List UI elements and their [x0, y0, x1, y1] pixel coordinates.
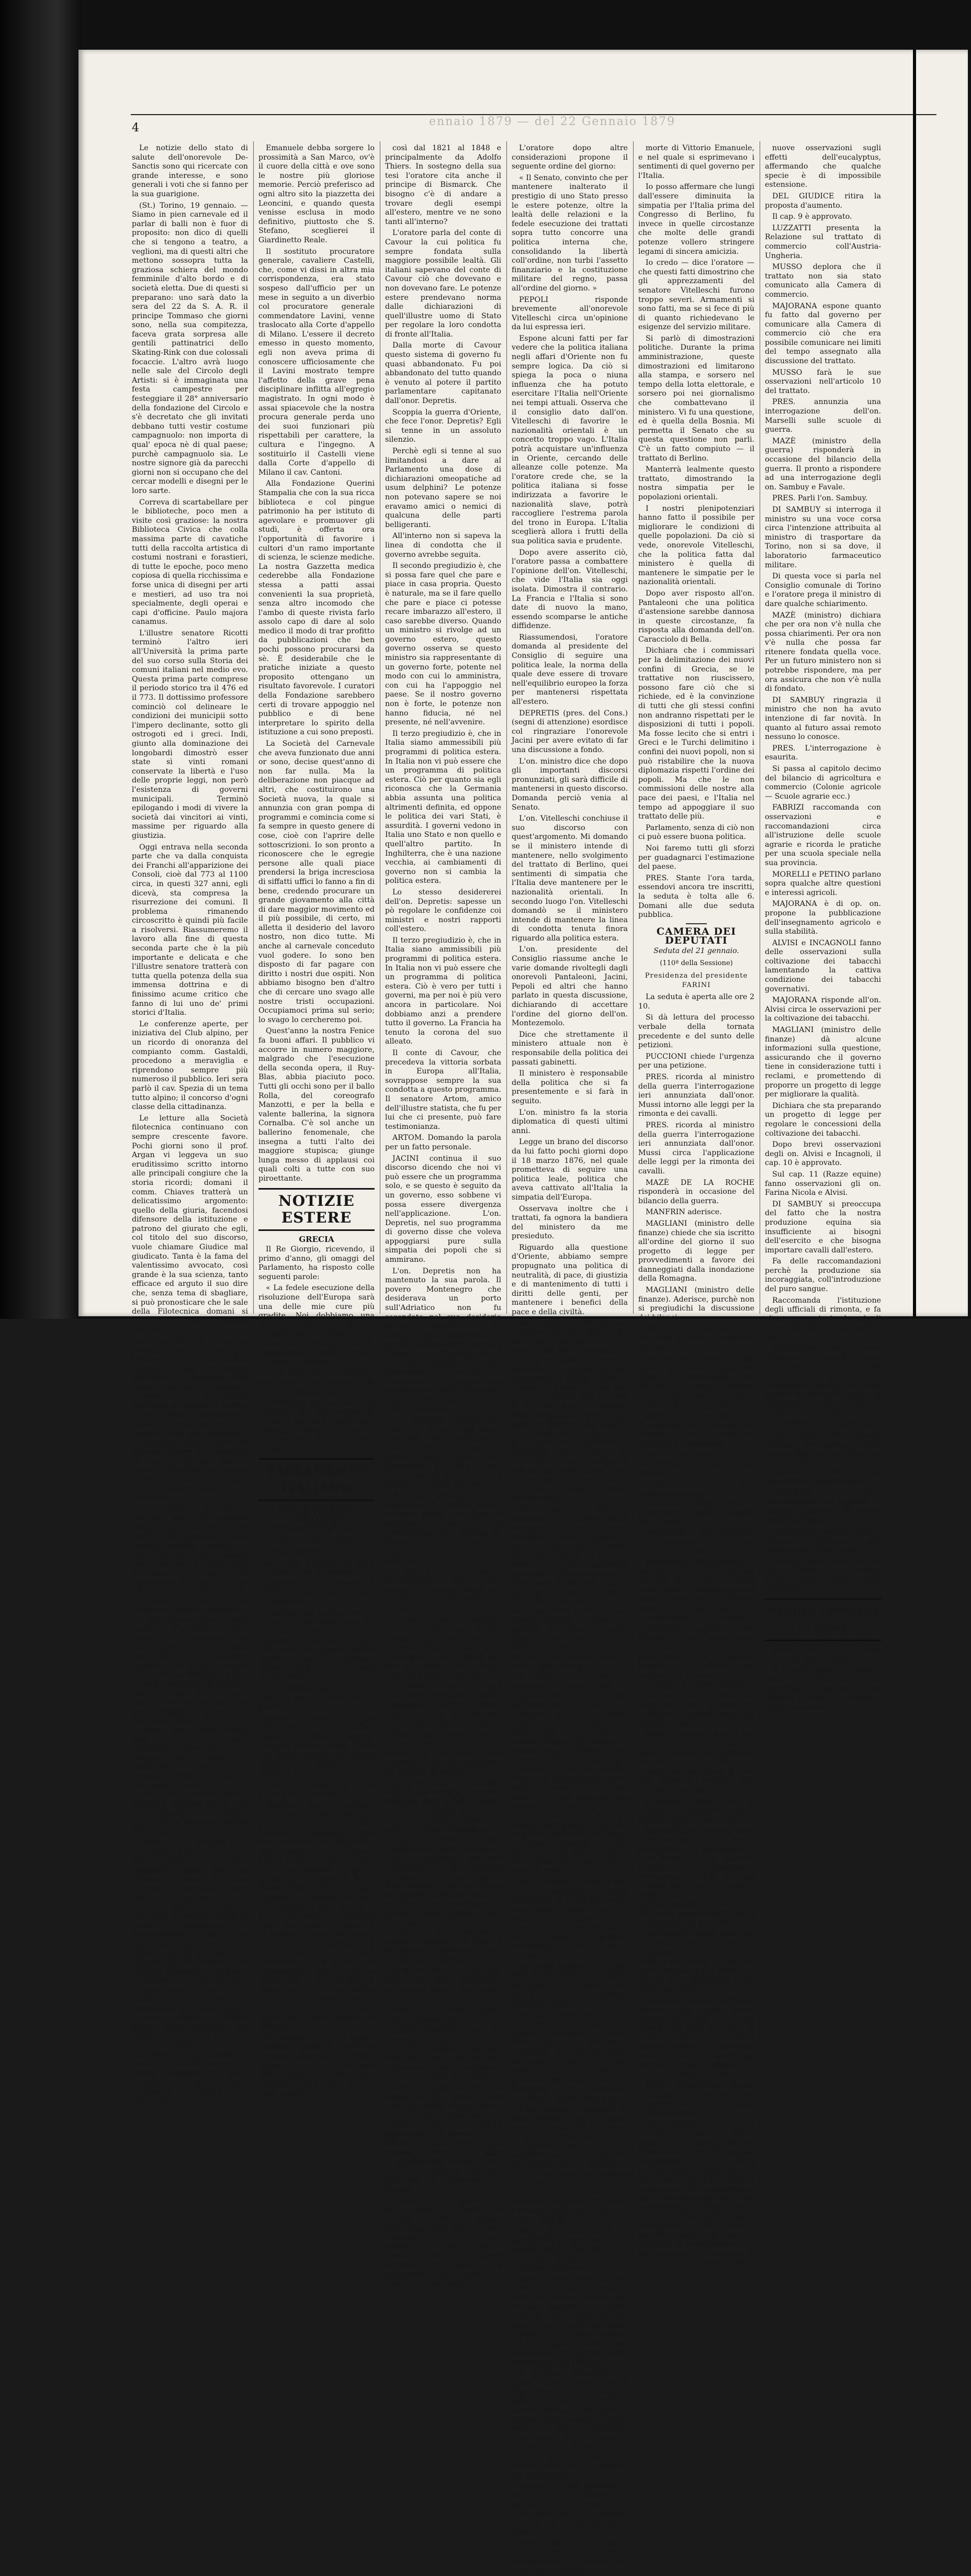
article-paragraph: Si dà lettura del processo verbale della tornata precedente e del sunto delle petizioni.: [638, 1013, 754, 1050]
section-heading-parlamento: PARLAMENTO ITALIANO: [258, 1458, 375, 1501]
section-heading-notizie-estere: NOTIZIE ESTERE: [258, 1188, 375, 1231]
article-paragraph: Alla Fondazione Querini Stampalia che con la sua ricca biblioteca e col pingue patrimonio ha per istituto di agevolare e promuover gli studi, è offerta ora l'opportunità di favorire i cultori d'un ramo importante di scienza, le scienze mediche. La nostra Gazzetta medica cederebbe alla Fondazione stessa a patti assai convenienti la sua proprietà, senza altro incomodo che l'ambo di queste rivista farlo assolo capo di dare al solo medico il modo di trar profitto da pubblicazioni che ben pochi possono procurarsi da sè. È desiderabile che le pratiche iniziate a questo proposito ottengano un risultato favorevole. I curatori della Fondazione sarebbero certi di trovare appoggio nel pubblico e di bene interpretare lo spirito della istituzione a cui sono preposti.: [258, 479, 375, 737]
article-paragraph: Quest'anno la nostra Fenice fa buoni affari. Il pubblico vi accorre in numero maggiore, malgrado che l'esecuzione della seconda opera, il Ruy-Blas, abbia piaciuto poco. Tutti gli occhi sono per il ballo Rolla, del coreografo Manzotti, e per la bella e valente ballerina, la signora Cornalba. C'è sol anche un ballerino fenomenale, che insegna a tutti l'alto dei maggiore stupisca; giunge lunga messo di applausi coi quali colti a tutte con suo piroettante.: [258, 1027, 375, 1183]
article-paragraph: DI SAMBUY si preoccupa del fatto che la nostra produzione equina sia insufficiente ai bisogni dell'esercito e che bisogna importare cavalli dall'estero.: [765, 1200, 881, 1255]
article-paragraph: Le letture alla Società filotecnica continuano con sempre crescente favore. Pochi giorni sono il prof. Argan vi leggeva un suo eruditissimo scritto intorno alle principali congiure che la storia ricordi; domani il comm. Chiaves tratterà un delicatissimo argomento: quello della giuria, facendosi difensore della istituzione e patrono del giurato che egli, col titolo del suo discorso, vuole chiamare Giudice mal giudicato. Tanta è la fama del valentissimo avvocato, così grande è la sua scienza, tanto efficace ed arguto il suo dire che, senza tema di sbagliare, si può pronosticare che le sale della Filotecnica domani si troveranno troppo angusto per l'uditorio.: [132, 1114, 248, 1335]
article-paragraph: PRES. Si procede alla discussione del bilancio del ministero di agricoltura, industria e commercio.: [638, 1412, 754, 1448]
article-paragraph: L'on. ministro cita il fatto della dimostrazione fatta a Sofia al nostro console per essere appunto le nostre politiche al volere di tali popoli, per quelle politiche, dimostra che la nostra politica fu in Bulgaria. Questo per dimostrare la simpatia delle popolazioni per l'Italia.: [512, 2275, 628, 2367]
article-paragraph: L'oratore dopo altre considerazioni propone il seguente ordine del giorno:: [512, 144, 628, 171]
article-paragraph: L'on. ministro accenna ai varii disegni che si erano sparsi sul conto del ministero; si era detto che noi eravamo rassegnati, si era detto che il ministero aveva fatto di tutto per guadagnare le simpatie e si disse che non v'era politica nel sentire. Noi ci eravamo detto che conservare colle simpatie leggeva di nuovo l'Albania colla mia salute al potere (Ilarità).: [512, 2105, 628, 2224]
article-paragraph: Si passa al capitolo decimo del bilancio di agricoltura e commercio (Colonie agricole — Scuole agrarie ecc.): [765, 765, 881, 801]
article-paragraph: Il governo stesso incoraggia a migliorare delle condizioni delle popolazioni cristiane nell'Oriente ed avrebbe proposto il mantenimento dell'equilibrio europeo. Dopo la guerra avrebbe fatto il possibile per conciliare le ragioni della politica che avevano interessato nell'Oriente. In tal maniera si sarebbe conciliata la stima e la simpatia dell'Europa e del mondo civile. (Bene): [385, 1836, 501, 1964]
article-paragraph: PRES. SALVATORE Savini conviene la provvista per l'applicazione dell'eucalyptus e i suoi benefici.: [638, 2081, 754, 2118]
article-paragraph: SELLA. per una raccomandazione all'onorevole ministro per la estensione della pianta Eucalyptus.: [638, 1480, 754, 1526]
article-paragraph: Il conte di Cavour, che precedeva la vittoria sorbata in Europa all'Italia, sovrappose sempre la sua condotta a questo programma. Il senatore Artom, amico dell'illustre statista, che fu per lui che ci presente, può fare testimonianza.: [385, 1049, 501, 1131]
article-paragraph: L'ordine del giorno reca il seguito dell'interpellanza del senatore Vitelleschi al ministero degli affari esteri sullo stato dei rapporti politici dell'Italia con le potenze estere, e sulla politica estera del governo.: [258, 1609, 375, 1682]
article-paragraph: morte di Vittorio Emanuele, e nel quale si esprimevano i sentimenti di quel governo per l'Italia.: [638, 144, 754, 180]
article-paragraph: MAJORANA risponde all'on. Alvisi circa le osservazioni per la coltivazione dei tabacchi.: [765, 996, 881, 1023]
article-paragraph: ALVISI e INCAGNOLI fanno delle osservazioni sulla coltivazione dei tabacchi lamentando la cattiva condizione dei tabacchi governativi.: [765, 938, 881, 993]
article-paragraph: La seduta è aperta alle ore 2 3/4 colle solite formalità.: [258, 1559, 375, 1576]
article-paragraph: DEL GIUDICE ritira la proposta d'aumento.: [765, 192, 881, 210]
article-paragraph: Di questa voce si parla nel Consiglio comunale di Torino e l'oratore prega il ministro di dare qualche schiarimento.: [765, 572, 881, 608]
article-paragraph: — I riservisti di seconda categoria, nel numero di 4000, furono congedati.: [258, 1369, 375, 1396]
article-paragraph: PRES. ricorda i luoghi nei quali con grandi risultati quella pianta fu applicata. Dice che ve ne sono 36 specie e crede che di alcune di esse non possono proprio fare bisogno d'appoggio.: [638, 1730, 754, 1794]
article-paragraph: Io credo — dice l'oratore — che questi fatti dimostrino che gli apprezzamenti del senatore Vitelleschi furono troppo severi. Armamenti si sono fatti, ma se si fece di più di quanto richiedevano le esigenze del servizio militare.: [638, 259, 754, 332]
article-paragraph: (X) Venezia, 20 gennaio. — Parlarvi oggi del discorso tenuto una settimana fa dall'on. Maurogònato a' suoi elettori sarebbe proprio un voler arrivare con l'ultima corsa. Voi avete già avuto agio di leggerne il testo e di apprezzare il valore. Io mi limito a dirvi che l'impressione ricevutane dal numeroso uditorio fu ottima e che quel discorso parve, così a quelli che l'ascoltarono, come a quelli che lo lessero poi, uno tra i migliori, tra i più lucidi pronunziati dall'egregio deputato che si può vantare sempre tanta chiarezza d'idee e tanta perspicuità di forma. Il Maurogònato non cerca l'effetto con le frasi sonore; in sua limpida parola è l'estrinsecazione di un luminoso buon senso. Molte delle sue argomentazioni sembrano tanto piane ed evidenti, che talvolta si giurerebbe d'averla già pensata prima ch'egli le esponesse. Fatto si è che non le si aveva pensate punto, perchè le migliori verità e le più semplici sono spesso quelle che si affacciano ultime alla mente.: [132, 1505, 248, 1836]
article-paragraph: L'unico mio desiderio, l'unica ragione che mi ha mosso a fare questo discorso è di vedere l'Italia potente e sia posta per la sua strada per fino le nazioni civili. (Segni generali d'approvazione): [385, 1616, 501, 1680]
article-paragraph: Il sostituto procuratore generale, cavaliere Castelli, che, come vi dissi in altra mia corrispondenza, era stato sospeso dall'ufficio per un mese in seguito a un diverbio col procuratore generale commendatore Lavini, venne traslocato alla Corte d'appello di Milano. L'essere il decreto emesso in questo momento, egli non aveva prima di conoscere ufficiosamente che il Lavini mostrato tempre l'affetto della grave pena disciplinare inflitta all'egregio magistrato. In ogni modo è assai spiacevole che la nostra procura generale perda uno dei suoi funzionari più rispettabili per carattere, la cultura e l'ingegno. A sostituirlo il Castelli viene dalla Corte d'appello di Milano il cav. Cantoni.: [258, 247, 375, 477]
article-paragraph: Il terzo pregiudizio è, che in Italia siano ammissibili più programmi di politica estera. In Italia non vi può essere che un programma di politica estera. Ciò è vero per tutti i governi, ma per noi è più vero ancora in particolare. Noi dobbiamo anzi a prendere tutto il governo. La Francia ha tenuto la corona del suo alleato.: [385, 936, 501, 1046]
article-paragraph: « La fedele esecuzione della risoluzione dell'Europa sarà una delle mie cure più gradite. Noi dobbiamo una grande riconoscenza a tutte le potenze pel concorso che ci danno nei negoziati per lo scioglimento della nostra questione nazionale. »: [258, 1284, 375, 1367]
article-paragraph: Illumignoto il paese, l'opinione pubblica non si fa nessuna influenza, e potesse essere superiore all'immigrazione, Oltre che abbiamo Italia del mentre degli uomini di: [258, 2033, 375, 2098]
article-paragraph: DI SAMBUY ringrazia il ministro che non ha avuto intenzione di far novità. In quanto al futuro assai remoto nessuno lo conosce.: [765, 696, 881, 742]
article-paragraph: ARTOM. Domando la parola per un fatto personale.: [385, 1134, 501, 1151]
article-paragraph: Le notizie dello stato di salute dell'onorevole De-Sanctis sono qui ricercate con grande interesse, e sono generali i voti che si fanno per la sua guarigione.: [132, 144, 248, 198]
article-paragraph: MAZÈ (ministro della guerra) risponderà in occasione del bilancio della guerra. Il pronto a rispondere ad una interrogazione degli on. Sambuy e Favale.: [765, 436, 881, 491]
article-paragraph: Continuano i progetti e le discussioni sulla collocazione del monumento a Vittorio Emanuele. Adesso c'è una corrente favorevole al Campo S. Stefano, rafforzata, a quel che sembra, dall'idea che la scelta di quel sito potrebbe agevolare un lavoro edilizio di grande importanza e d'incontestabile utilità, la costruzione cioè di un'ampia e comoda strada che mettesse appunto da S. Marco a S. Stefano, scostando le angustie e tortuose vie che ci sono presentemente. Io non appiano con chi propone la costruzione di questa strada, sebbene si possa fare senza troppo grave sacrificio del comune; credo però che essa si sia necessaria per rendere più bello il monumento, e vorrei che la collocazione di questo monumento non fosse subordinata a ragioni edilizie. Il Campo di S. Stefano è vasto, ma chiuso: [132, 1839, 248, 2105]
column-2: [258, 144, 375, 2098]
article-paragraph: Il terzo pregiudizio è, che in Italia siamo ammessibili più programmi di politica estera. In Italia non vi può essere che un programma di politica estera. Ciò per quanto sia egli riconosca che la Germania abbia assunta una politica altrimenti definita, ed oppone le politica dei vari Stati, è assurdità. I governi vedono in Italia uno Stato e non quello e quell'altro partito. In Inghilterra, che è una nazione vecchia, ai cambiamenti di governo non si cambia la politica estera.: [385, 729, 501, 886]
article-paragraph: Riguardo alla questione d'Oriente, abbiamo sempre propugnato una politica di neutralità, di pace, di giustizia e di mantenimento di tutti i diritti delle genti, per mantenere i benefici della pace e della civiltà.: [512, 1243, 628, 1317]
article-paragraph: Fa delle raccomandazioni perchè la produzione sia incoraggiata, coll'introduzione del puro sangue.: [765, 1257, 881, 1294]
article-paragraph: Esistono molti pregiudizi che bisogna siano dissipati, perchè suscitano all'Italia, l'accusa di ambizione. Egli non dubita che l'on. Depretis è che, quando fu al potere l'anno decorso, non fece che far moltiplicare questi pregiudizi. I pregiudizi a cui alludo sono tre: il primo consiste nel considerare l'arte di sistemare e vera quella di dare alla politica dell'Italia come arte piena di tendere e di mistero, mentre nel tempo in cui viviamo è principalmente nella solidarietà e la pratica lo svolgimento della politica estera. Non è ciò che dico in Italia occorra che essa abbia ora grandi obiettivi. Non è meraviglia se lavoravano sempre per essa all'interno ed all'estero.: [258, 1801, 375, 2031]
article-paragraph: L'on. Vitelleschi conchiuse il suo discorso con quest'argomento. Mi domando se il ministero intende di mantenere, nello svolgimento del trattato di Berlino, quei sentimenti di simpatia che l'Italia deve mantenere per le nazionalità orientali. In secondo luogo l'on. Vitelleschi domandò se il ministero intende di mantenere la linea di condotta tenuta finora riguardo alla politica estera.: [512, 814, 628, 943]
article-paragraph: MANDARINO (relatore) riconosce i benefici di quella pianta, ma dichiara che la Commissione non ha potuto occuparsene della propagazione di quella pianta. La Commissione ha creduto di aumentare lo stanziamento per la bonifica delle terre che inondazioni e le grandi acque, e per la propagazione delle piantagioni forestali e ancora piu che quelle che per le difficoltà si manifestano in un tale progetto, la quale per le relative della sezione della Camera.: [638, 2120, 754, 2277]
article-paragraph: PRES. annunzia una interrogazione dell'on. Marselli sulle scuole di guerra.: [765, 398, 881, 434]
column-4: [512, 144, 628, 2575]
article-paragraph: L'oratore raccomanda al ministro di conservare della propagazione di quella pianta.: [638, 1797, 754, 1824]
article-paragraph: BACCARINI (ministro dei lavori pubblici) risponderà dopo la discussione del bilancio dei lavori pubblici all'interrogazione dell'on. Runzi sui lavori del Tevere.: [638, 1354, 754, 1409]
article-paragraph: MAZÈ (ministro) dichiara che per ora non v'è nulla che possa chiarimenti. Per ora non v'è nulla che possa far ritenere fondata quella voce. Per un futuro ministero non si potrebbe rispondere, ma per ora assicura che non v'è nulla di fondato.: [765, 611, 881, 693]
section-heading-piccolo-corriere: PICCOLO CORRIERE DI ROMA: [765, 1598, 881, 1641]
camera-date: Seduta del 21 gennaio.: [653, 946, 739, 955]
column-6: [765, 144, 881, 1711]
article-paragraph: Dichiara che sta preparando un progetto di legge per regolare le concessioni della coltivazione dei tabacchi.: [765, 1101, 881, 1138]
article-paragraph: MAGLIANI (ministro delle finanze) dà alcune informazioni sulla questione, assicurando che il governo tiene in considerazione tutti i reclami, e promettendo di proporre un progetto di legge per migliorare la qualità.: [765, 1026, 881, 1099]
article-paragraph: Questa sera, 21, vi sarà pranzo di gala a Corte.: [765, 1645, 881, 1663]
article-paragraph: FABRIZI raccomanda con osservazioni e raccomandazioni circa all'istruzione delle scuole agrarie e ricorda le pratiche per una scuola speciale nella sua provincia.: [765, 803, 881, 867]
article-paragraph: MARCORA-PRISLI dice che vi sono delle specie di eucalyptus pronte a propagarsi anche in alcune delle migliori parti d'Italia e che la loro estensione è un problema d'igiene.: [638, 1930, 754, 1994]
article-paragraph: Sul capitolo 12 (Boschi) parlando della pianta e della cultura del governo, dice che le osservazioni sopra le coltivazioni forestali e della materia dei rimboschimenti.: [765, 1431, 881, 1486]
senate-presidency: PRESIDENZA DEL PRESIDENTE TECCHIO: [269, 1537, 364, 1555]
article-paragraph: L'illustre senatore Ricotti terminò l'altro ieri all'Università la prima parte del suo corso sulla Storia dei comuni italiani nel medio evo. Questa prima parte comprese il periodo storico tra il 476 ed il 773. Il dottissimo professore cominciò col delineare le condizioni dei municipii sotto l'impero declinante, sotto gli ostrogoti ed i greci. Indi, giunto alla dominazione dei longobardi dimostrò esser state sì vinti romani conservate la libertà e l'uso delle proprie leggi, non però l'esistenza di governi municipali. Terminò epilogando i modi di vivere la società dai vincitori ai vinti, massime per riguardo alla giustizia.: [132, 629, 248, 840]
column-3: [385, 144, 501, 2288]
article-paragraph: MAJORANA-CALATABIANO (ministro di agricoltura) dichiara di tenere il debito conto delle raccomandazioni fatte, ed aver già fatto quanto stava in lui per la propagazione di quella pianta.: [638, 1558, 754, 1622]
article-paragraph: Il Re Giorgio, ricevendo, il primo d'anno, gli omaggi del Parlamento, ha risposto colle seguenti parole:: [258, 1245, 375, 1281]
article-paragraph: SALVINO dice che nell'Italia settentrionale e media quella pianta non può prosperare, e non crede che vi sarebbe bisogno di occuparsene severamente, e ben si potrà potesse dare utili risultati. I proprietari dell'applicarebbero ad loro interesse, senza bisogno degli eccitamenti del governo.: [638, 1827, 754, 1928]
article-paragraph: Noi oggi entriamo in una nuova fase di politica estera; occorre perciò una grande vigilanza, perchè la conseguenza del trattato di Berlino potrebbero prendere degli sviluppi uno diverso dall'altro.: [385, 1492, 501, 1565]
article-paragraph: Il conte Corti cercò di sostenere i suoi diritti di rivendicazione, e che allodesse ad una politica di avventure e di annessioni. L'on. Vitelleschi disse che l'Italia non ebbe sempre la stessa politica. Mi ricordò la nostra guerra di Crimea e col trattato di Parigi del 1856, per concludere che la politica d'allora fu abbandonata da tre anni a questa parte. L'on. ministro rende omaggio alla politica del conte di Cavour, ma fa osservare che il tempo vedeva non quella d'ora, che la politica del conte di Cavour si fosse applicata a due principi, era la stessa politica, cioè quella di mantenere la fede dei trattati.: [512, 1673, 628, 1875]
article-paragraph: MAROLDA e DEL GIUDICE si associano a questa raccomandazione.: [638, 1528, 754, 1556]
column-1: [132, 144, 248, 2105]
article-paragraph: Lo stesso desidererei dell'on. Depretis: sapesse un pò regolare le confidenze coi ministri e nostri rapporti coll'estero.: [385, 888, 501, 934]
article-paragraph: Osservava inoltre che i trattati, fa ognora la bandiera del ministero da me presieduto.: [512, 1204, 628, 1241]
article-paragraph: L'on. presidente del Consiglio riassume anche le varie domande rivoltegli dagli onorevoli Pantaleoni, Jacini, Pepoli ed altri che hanno parlato in questa discussione, dichiarando di accettare l'ordine del giorno dell'on. Montezemolo.: [512, 945, 628, 1028]
camera-presidency: Presidenza del presidente FARINI: [645, 972, 748, 989]
article-paragraph: Domani, 20 fia le sue prime prove, in una festicciola per l'inaugurazione della Cassa pensionati fra caffettieri, confettieri e liquoristi, una banda musicale di sessanta professori, organizzata dall'Amministrazione sociale di detta Cassa. Concerto alle Scribe, inaugurazione della bandiera che sarà presentata al sindaco, distribuzione di diplomi d'onore e... (s'intende che va da sè) gran pranzo sociale. Direttore di questa banda che vuol far meraviglie è il bravissimo maestro G. Conterno.: [132, 1337, 248, 1503]
article-paragraph: Legge un brano del discorso da lui fatto pochi giorni dopo il 18 marzo 1876, nel quale prometteva di seguire una politica leale, politica che aveva cattivato all'Italia la simpatia dell'Europa.: [512, 1138, 628, 1202]
article-paragraph: Si parlò di dimostrazioni politiche. Durante la prima amministrazione, queste dimostrazioni ed limitarono alla stampa, e sorsero nel tempo della lotta elettorale, e sorsero poi nei giornalismo che combattevano il ministero. Vi fu una questione, ed è quella della Bosnia. Mi permetta il Senato che su questa questione non parli. C'è un fatto compiuto — il trattato di Berlino.: [638, 334, 754, 463]
article-paragraph: MAGLIANI (ministro delle finanze). Aderisce, purchè non si pregiudichi la discussione dei bilanci.: [638, 1286, 754, 1322]
article-paragraph: Io posso affermare che lungi dall'essere diminuita la simpatia per l'Italia prima del Congresso di Berlino, fu invece in quelle circostanze che molte delle grandi potenze vollero stringere legami di sincera amicizia.: [638, 183, 754, 256]
article-paragraph: MUSSO farà le sue osservazioni nell'articolo 10 del trattato.: [765, 368, 881, 395]
article-paragraph: All'interno non si sapeva la linea di condotta che il governo avrebbe seguita.: [385, 532, 501, 559]
article-paragraph: — Sembra che le bande di briganti, che scorrevano le frontiere turche e quelle della Tessaglia, avendo, come da due anni sono ritornarono alla Grecia.: [258, 1398, 375, 1453]
article-paragraph: Sul cap. 11 (Razze equine) fanno osservazioni gli on. Farina Nicola e Alvisi.: [765, 1170, 881, 1197]
column-divider: [253, 141, 254, 1314]
section-rule: [686, 923, 707, 924]
article-paragraph: così dal 1821 al 1848 e principalmente da Adolfo Thiers. In sostegno della sua tesi l'oratore cita anche il principe di Bismarck. Che bisogno c'è di andare a trovare degli esempi all'estero, mentre ve ne sono tanti all'interno?: [385, 144, 501, 226]
article-paragraph: LUZZATTI presenta la Relazione sul trattato di commercio coll'Austria-Ungheria.: [765, 223, 881, 260]
article-paragraph: La seduta è aperta alle ore 2 10.: [638, 993, 754, 1011]
article-paragraph: L'on. ministro dice che dopo gli importanti discorsi pronunziati, gli sarà difficile di mantenersi in questo discorso. Domanda perciò venia al Senato.: [512, 757, 628, 812]
article-paragraph: PRES. L'interrogazione è esaurita.: [765, 744, 881, 762]
article-paragraph: Riassumendosi, l'oratore domanda al presidente del Consiglio di seguire una politica leale, la norma della quale deve essere di trovare nell'equilibrio europeo la forza per mantenersi rispettata all'estero.: [512, 633, 628, 707]
article-paragraph: Si approvano senza osservazioni i primi 11 capitoli.: [638, 1451, 754, 1478]
article-paragraph: Raccomanda l'istituzione degli ufficiali di rimonta, e fa altre osservazioni sul modo di dare sviluppo alla produzione equina.: [765, 1296, 881, 1342]
article-paragraph: JACINI continua il suo discorso dicendo che noi vi può essere che un programma solo, e se questo è seguito da un governo, esso sobbene vi possa essere divergenza nell'applicazione. L'on. Depretis, nel suo programma di governo disse che voleva appoggiarsi pure sulla simpatia dei popoli che si ammirano.: [385, 1154, 501, 1264]
article-paragraph: CORBIN ammette coll'onor. Manfrin che ogni specie d'eucalyptus non si presti egualmente bene nel clima di Italia. Tuttavia, quando non si potesse ottenere un beneficio anche dagli eucalyptus, sarebbe essere rimanere il reale, dell'Italia meridionale.: [638, 1997, 754, 2079]
article-paragraph: Di quella politica che ebbe l'Italia nel 1859 e nel 1866, ma come fa osservare l'on. Jacini, che fu la politica dell'opportunità.: [512, 1963, 628, 2008]
article-paragraph: Il cap. 9 è approvato.: [772, 212, 852, 221]
article-paragraph: PRES. ricorda al ministro della guerra l'interrogazione ieri annunziata dall'onor. Mussi intorno alle leggi per la rimonta e dei cavalli.: [638, 1073, 754, 1118]
article-paragraph: Il freddo tenne ieri sera in casa la più parte dei consiglieri comunali, che soccorsi una seduta in numero legale sospesero: [765, 1666, 881, 1711]
article-paragraph: ARTOM (per fatto personale) conferma le parole pronunziate dall'on. Jacini circa la linea di condotta seguita dal conte di Cavour.: [385, 1682, 501, 1728]
article-paragraph: PRES. Stante l'ora tarda, essendovi ancora tre inscritti, la seduta è tolta alle 6. Domani alle due seduta pubblica.: [638, 873, 754, 920]
article-paragraph: I nostri plenipotenziari hanno fatto il possibile per migliorare le condizioni di quelle popolazioni. Da ciò si vede, onorevole Vitelleschi, che la politica fatta dal ministero è quella di mantenere le simpatie per le nazionalità orientali.: [638, 504, 754, 587]
article-paragraph: Essa fu di assoluta neutralità, continuamente conforme alle nostre tradizioni. Quando io lasciai il potere nel 1878, l'Italia conservava verso le potenze estere le più amichevoli relazioni, e tutto prometteva il Congresso di Berlino. L'Italia nel seguito del trattato, oltre che l'acquisto di territori, aveva garantito i diritti di quei popoli, simpatia per parte dei governi. In tutta la nostra politica non avrà recato pregiudizio che dà alla politica dell'Italia la maggior nota e delle le più sincere.: [512, 1505, 628, 1671]
column-divider: [633, 141, 634, 1314]
column-divider: [506, 141, 507, 1314]
article-paragraph: Dopo avere asserito ciò, l'oratore passa a combattere l'opinione dell'on. Vitelleschi, che vide l'Italia sia oggi isolata. Dimostra il contrario. La Francia e l'Italia si sono date di nuovo la mano, essendo scomparse le antiche diffidenze.: [512, 548, 628, 631]
binding-edge: [0, 0, 81, 1319]
article-paragraph: L'oratore parla del conte di Cavour la cui politica fu sempre fondata sulla maggiore possibile lealtà. Gli italiani sapevano del conte di Cavour ciò che dovevano e non dovevano fare. Le potenze estere prendevano norma dalle dichiarazioni di quell'illustre uomo di Stato per regolare la loro condotta di fronte all'Italia.: [385, 229, 501, 339]
article-paragraph: Emanuele debba sorgere lo prossimità a San Marco, ov'è il cuore della città e ove sono le nostre più gloriose memorie. Perciò preferisco ad ogni altro sito la piazzetta dei Leoncini, e quando questa venisse esclusa in modo definitivo, piuttosto che S. Stefano, sceglierei il Giardinetto Reale.: [258, 144, 375, 244]
article-paragraph: Dopo ciò l'oratore fa la storia della politica tenuta dal suo ministero, ma tutto dice che non meritano che le suddette e dispresso.: [512, 2227, 628, 2272]
article-paragraph: Il capitolo 11 è approvato.: [772, 1420, 871, 1429]
article-paragraph: Parlamento, senza di ciò non ci può essere buona politica.: [638, 823, 754, 842]
article-paragraph: Perchè egli si tenne al suo limitandosi a dare al Parlamento una dose di dichiarazioni omeopatiche ad usum delphini? Le potenze non potevano sapere se noi eravamo amici o nemici di qualcuna delle parti belligeranti.: [385, 447, 501, 529]
article-paragraph: JACINI rende omaggio all'esperienza dell'on. Depretis. Però sull'on. Depretis pesano alcuni dubbi per quanto riflette la politica estera, che bisogna siano dissipati.: [258, 1714, 375, 1778]
article-paragraph: Avendo appreso che si ferisce da ogni parte in soli affari di politica estera, insiste perciò nella seduta contro il rappresentante della diplomazia e le provò il voto unanime che venne del Senato, e ritenendo che tutte lo accettazione, voleva invero che la diplomazia provveda dell'Italia al Congresso di Berlino.: [385, 2084, 501, 2194]
article-paragraph: DEPRETIS (pres. del Cons.) (segni di attenzione) esordisce col ringraziare l'onorevole Jacini per avere evitato di far una discussione a fondo.: [512, 709, 628, 754]
article-paragraph: (St.) Torino, 19 gennaio. — Siamo in pien carnevale ed il parlar di balli non è fuor di proposito: non dico di quelli che si tengono a teatro, a veglioni, ma di questi altri che mettono sossopra tutta la graziosa schiera del mondo femminile d'alto bordo e di società eletta. Due di questi si preparano: uno sarà dato la sera del 22 da S. A. R. il principe Tommaso che giorni sono, nella sua compitezza, faceva grata sorpresa alle gentili pattinatrici dello Skating-Rink con due colossali focaccie. L'altro avrà luogo nelle sale del Circolo degli Artisti: si è immaginata una festa campestre per festeggiare il 28° anniversario della fondazione del Circolo e s'è decretato che gli invitati debbano tutti vestir costume campagnuolo: non importa di qual' epoca nè di qual paese; purchè campagnuolo sia. Le nostre signore già da parecchi giorni non si occupano che del cercar modelli e disegni per le loro sarte.: [132, 201, 248, 495]
article-paragraph: Io spero che l'on. presidente del Consiglio e gli on. miei colleghi si saranno accorti che io non parlo per spirito di partito.: [385, 1567, 501, 1614]
scan-right-edge: [913, 50, 916, 1316]
article-paragraph: PRES. La parola spetta all'on. Montezemolo.: [385, 2006, 501, 2024]
article-paragraph: PRES. ricorda al ministro della guerra l'interrogazione ieri annunziata dall'onor. Mussi circa l'applicazione delle leggi per la rimonta dei cavalli.: [638, 1121, 754, 1175]
page-marker: 4: [132, 121, 139, 135]
article-paragraph: La Società del Carnevale che aveva funzionato due anni or sono, decise quest'anno di non far nulla. Ma la deliberazione non piacque ad altri, che costituirono una Società nuova, la quale si annunzia con gran pompa di programmi e comincia come si fa sempre in questo genere di cose, cioè con l'aprire delle sottoscrizioni. Io son pronto a riconoscere che le egregie persone alle quali piace prendersi la briga incresciosa di siffatti uffici lo fanno a fin di bene, credendo procurare un grande giovamento alla città di dare maggior movimento ed il più possibile, di certo, mi alletta il desiderio del lavoro nostro, non dico tutte. Mi anche al carnevale conceduto vuol godere. Io sono ben disposto di far pagare con diritto i nostri due ospiti. Non abbiamo bisogno ben d'altro che di cercare uno svago alle nostre tristi occupazioni. Occupiamoci prima sul serio; lo svago lo cercheremo poi.: [258, 740, 375, 1024]
article-paragraph: MONTEZEMOLO (segni di attenzione) dice di avere aspettato i discorsi principali fatti dai suoi colleghi per concentrare una risoluzione che sia accettata dal Senato.: [385, 2026, 501, 2081]
article-paragraph: Che cosa rimaneva da fare all'Italia allo scoppio della guerra d'Oriente? L'Italia doveva stare in un accordo di neutralità. Londra fu l'unica che trovò una riserva. L'Italia, scoppiata la guerra, cercò il possibile per localizzarla e di sostenere le beneficio incontro le favore della pace.: [512, 2011, 628, 2102]
article-paragraph: PRES. Ciò s'intende. Il progetto si scriverà all'ordine del giorno.: [638, 1325, 754, 1352]
article-paragraph: MAZÈ DE LA ROCHE risponderà in occasione del bilancio della guerra.: [638, 1178, 754, 1205]
article-paragraph: MANFRIN aderisce.: [646, 1208, 722, 1217]
article-paragraph: Sa però quello che avrebbe fatto il suo partito, sappiamo della sua linea di fede, a quale il conte di Cavour si sarebbe trovato se fosse ritornato al potere in queste circostanze.: [385, 1778, 501, 1833]
article-paragraph: Dopo aver risposto all'on. Pantaleoni che una politica d'astensione sarebbe dannosa in queste circostanze, fa risposta alla domanda dell'on. Caracciolo di Bella.: [638, 589, 754, 644]
article-paragraph: Manterrà lealmente questo trattato, dimostrando la nostra simpatia per le popolazioni orientali.: [638, 465, 754, 501]
article-paragraph: Non può sapere quale politica avrebbe seguito il conte di Cavour nelle questioni orientali terminate col trattato di Berlino.: [385, 1730, 501, 1776]
article-paragraph: Dice che strettamente il ministero attuale non è responsabile della politica dei passati gabinetti.: [512, 1030, 628, 1067]
article-paragraph: MUSSO deplora che il trattato non sia stato comunicato alla Camera di commercio.: [765, 263, 881, 299]
article-paragraph: La sua teoria è, che quei lavori non regge la spesa per applicare a quella pianta agli impegni finanziari.: [638, 1692, 754, 1728]
article-paragraph: CANDEVANO parla di una fiera forestale e relativa approvazione della legge forestale.: [765, 1557, 881, 1594]
article-paragraph: Non entrerà nell'opinione espressa dall'on. Jacini, che cioè, in Italia non vi possa essere che un programma di politica estera. Io così generale è d'accordo con lui, però non può l'Italia restare e invece consolidarsi in un solo partito di sé per uno dei suoi di cui il suo paese, è il modo. Fatta questa digressione, l'on. ministro dichiara che quando il ministero disse di propugnare una politica di neutralità non intendeva di rimanere in una politica di astensione come disse l'on. Pantaleoni. Le nostre politiche è stata sempre quella dell'astensione.: [512, 1319, 628, 1503]
article-paragraph: L'oratore spera quindi che gli appoggio si cerchi ed accetti un ordine del giorno che rivela che non si può mantenere ragguardevoli vedute di tutto lo stato, benchè infine ai potere verranno di Berlino. Ad infrangere ogni cosa al minimo dei suoi saluti dei: [385, 2196, 501, 2288]
article-paragraph: Dalla morte di Cavour questo sistema di governo fu quasi abbandonato. Fu poi abbandonato del tutto quando è venuto al potere il partito parlamentare capitanato dall'onor. Depretis.: [385, 341, 501, 406]
article-paragraph: Il ministero è responsabile della politica che si fa presentemente e si farà in seguito.: [512, 1069, 628, 1105]
article-paragraph: Oggi entrava nella seconda parte che va dalla conquista dei Franchi all'apparizione dei Consoli, cioè dal 773 al 1100 circa, in questi 327 anni, egli dicevà, sta compresa la risurrezione dei comuni. Il problema rimanendo circoscritto è quindi più facile a risolversi. Riassumeremo il lavoro alla fine di questa seconda parte che è la più importante e delicata e che l'illustre senatore tratterà con tutta quella potenza della sua immensa dottrina e di finissimo acume critico che fanno di lui uno de' primi storici d'Italia.: [132, 843, 248, 1017]
article-paragraph: L'on. ministro fa la storia diplomatica di questi ultimi anni.: [512, 1108, 628, 1135]
senate-title: SENATO DEL REGNO: [277, 1503, 356, 1525]
article-paragraph: Noi faremo tutti gli sforzi per guadagnarci l'estimazione del paese.: [638, 844, 754, 871]
article-paragraph: Correva di scartabellare per le biblioteche, poco men a visite così graziose: la nostra Biblioteca Civica che colla massima parte di cavatiche tutti della raccolta artistica di costumi nostrani e forastieri, di tutte le epoche, poco meno copiosa di quella ricchissima e forse unica di disegni per arti e mestieri, ad uso tra noi specialmente, degli operai e capi d'officine. Paulo majora canamus.: [132, 498, 248, 626]
article-paragraph: PUCCIONI chiede l'urgenza per una petizione.: [638, 1052, 754, 1070]
article-paragraph: Dichiara che i commissari per la delimitazione dei nuovi confini di Grecia, se le trattative non riuscissero, possono fare ciò che si richiede, ed è la convinzione di tutti che gli stessi confini non andranno rispettati per le disposizioni di tutti i popoli. Ma fosse lecito che si entri i Greci e le Turchi delimitino i confini dei nuovi popoli, non si può ristabilire che la nuova diplomazia rispetti l'ordine dei popoli. Ma che le non commissioni delle nostre alla pace dei paesi, e l'Italia nel tempo ad appoggiare il suo trattato delle più.: [638, 646, 754, 821]
article-paragraph: CARACCIOLO DI BELLA. Parla per fatto personale, replicando alcune idee svolte ieri.: [385, 1967, 501, 2003]
camera-session: (110ª della Sessione): [660, 959, 733, 968]
article-paragraph: Il secondo pregiudizio è, che si possa fare quel che pare e piace in casa propria. Questo è naturale, ma se il fare quello che pare e piace ci potesse recare imbarazzo all'estero, il caso sarebbe diverso. Quando un ministro si rivolge ad un governo estero, questo governo osserva se questo ministro sia rappresentante di un governo forte, potente nel modo con cui lo amministra, con cui ha l'appoggio nel paese. Se il nostro governo non è forte, le potenze non hanno fiducia, né nel presente, né nell'avvenire.: [385, 562, 501, 727]
article-paragraph: PRES. Parli l'on. Sambuy.: [772, 494, 868, 503]
article-paragraph: MAGLIANI (ministro delle finanze) chiede che sia iscritto all'ordine del giorno il suo progetto di legge per provvedimenti a favore dei danneggiati dalla inondazione della Romagna.: [638, 1219, 754, 1283]
article-paragraph: Dopo brevi osservazioni degli on. Alvisi e Incagnoli, il cap. 10 è approvato.: [765, 1140, 881, 1168]
article-paragraph: MAJORANA è di op. on. propone la pubblicazione dell'insegnamento agricolo e sulla stabilità.: [765, 900, 881, 936]
senate-date: Seduta del 21 gennaio.: [274, 1525, 359, 1533]
article-paragraph: MONTEZEMOLO, primo inscritto, cede la parola all'on. Jacini.: [258, 1684, 375, 1712]
article-paragraph: « Il Senato, convinto che per mantenere inalterato il prestigio di uno Stato presso le estere potenze, oltre la lealtà delle relazioni e la fedele esecuzione dei trattati sopra tutto concorre una politica interna che, consolidando la libertà coll'ordine, non turbi l'assetto finanziario e la costituzione militare del regno, passa all'ordine del giorno. »: [512, 173, 628, 293]
article-paragraph: Scoppia la guerra d'Oriente, che fece l'onor. Depretis? Egli si tenne in un assoluto silenzio.: [385, 408, 501, 444]
header-bleed-text: ennaio 1879 — del 22 Gennaio 1879: [429, 115, 676, 128]
article-paragraph: nuove osservazioni sugli effetti dell'eucalyptus, affermando che qualche specie è di impossibile estensione.: [765, 144, 881, 189]
article-paragraph: L'on. ministro eriesse l'agir e la neutralità anche nell'Egitto, le politiche furono necessarie tanto con la Francia quanto con l'Inghilterra, anche alle spese del nemico, politica vantaggiosa, al vostro sì la potenza.: [512, 1878, 628, 1960]
article-paragraph: Il Santo Padre, in seguito al suo spaccio del nostro ambasciatore a Berlino che parlò della morte di: [512, 2539, 628, 2575]
article-paragraph: MORELLI e PETINO parlano sopra qualche altre questioni e interessi agricoli.: [765, 870, 881, 897]
section-subheading-grecia: GRECIA: [299, 1234, 334, 1244]
article-paragraph: MAJORANA sostiene che il governo provvede allo svolgimento della pianta.: [765, 1527, 881, 1555]
article-paragraph: L'oratore dichiara che parlerà senza reticenze.: [258, 1780, 375, 1799]
article-paragraph: PEPOLI risponde brevemente all'onorevole Vitelleschi circa un'opinione da lui espressa ieri.: [512, 295, 628, 332]
article-paragraph: L'on. Depretis non ha mantenuto la sua parola. Il povero Montenegro che desiderava un porto sull'Adriatico non fu secondato nel suo desiderio dall'on. Depretis. E gli albanesi che si ricordavano di quella dichiarazione, appena l'osservatore Depretis venne al potere mandarono delle liberazioni associazione credendo di trovare un intercessore nell'on. Depretis. (Ilarità) Ma anche essi si videro ingannati.: [385, 1267, 501, 1414]
article-paragraph: Espone alcuni fatti per far vedere che la politica italiana negli affari d'Oriente non fu sempre logica. Da ciò si spiega la poca o niuna influenza che ha potuto esercitare l'Italia nell'Oriente nei tempi attuali. Osserva che il consiglio dato dall'on. Vitelleschi di favorire le nazionalità orientali è un concetto troppo vago. L'Italia potrà acquistare un'influenza in Oriente, cercando delle alleanze colle potenze. Ma l'oratore crede che, se la politica italiana si fosse indirizzata a favorire le nazionalità slave, potrà raccogliere l'estrema parola del trono in Europa. L'Italia sceglierà allora i frutti della sua politica savia e prudente.: [512, 334, 628, 545]
article-paragraph: SALVINO crede che l'Eucalyptus non possa avere larga estensione perchè non prenderebbe di ragione, possibile di produrre ogni terreno, ed in campagna non ha bisogno d'essere sorretto.: [638, 1625, 754, 1689]
article-paragraph: CORDOVA fa delle considerazioni sul capitolo 12 (boschi), parlando della pianta dell'Eucalyptus.: [765, 1488, 881, 1525]
article-paragraph: Il senatore Vitelleschi ha citato le visite degli imperatori di Germania e d'Austria in Italia, ma anche il nostro Sovrano era stato a visitare quei sovrani ed ebbe anche una simpatica accoglienza. Tutti e sono a questo punto di amicizia ed amicizia dell'Italia dalle altre nazioni. Stati in. I momenti più eran pacifici.: [512, 2369, 628, 2479]
article-paragraph: Le conferenze aperte, per iniziativa del Club alpino, per un ricordo di onoranza del compianto comm. Gastaldi, procedono a meraviglia e riprendono sempre più numeroso il pubblico. Ieri sera parlò il cav. Spezia di un tema tutto alpino; il concorso d'ogni classe della cittadinanza.: [132, 1020, 248, 1112]
article-paragraph: Leggesi ed approvasi il processo verbale della tornata antecedente.: [258, 1579, 375, 1606]
article-paragraph: MAJORANA espone quanto fu fatto dal governo per comunicare alla Camera di commercio ciò che era possibile comunicare nei limiti del tempo assegnato alla discussione del trattato.: [765, 301, 881, 366]
article-paragraph: DI SAMBUY si interroga il ministro su una voce corsa circa l'intenzione attribuita al ministro di trasportare da Torino, non si sa dove, il laboratorio farmaceutico militare.: [765, 505, 881, 569]
article-paragraph: MAJORANA crede la nuova istituzione provochi assai della questione e che tutti gli sforzi del governo al produzione equina, la quale perchè si ottenga lo scopo di sviluppare sempre più la produzione nazionale.: [765, 1344, 881, 1417]
column-5: [638, 144, 754, 2277]
article-paragraph: La condotta tenuta dal ministero durante gli affari d'Oriente fece scapitare il credito d'Italia all'estero. Il conte Corti potè nel Congresso di Berlino non poteva fare di più perchè era inferiore la camicia di Nesso.: [385, 1416, 501, 1489]
section-heading-camera: CAMERA DEI DEPUTATI: [656, 925, 737, 947]
article-paragraph: Quando l'Italia perdette il suo Re tutti i sovrani e i governi mandarono rappresentanti ai solenni funerali che si celebrarono in Roma.: [512, 2482, 628, 2537]
